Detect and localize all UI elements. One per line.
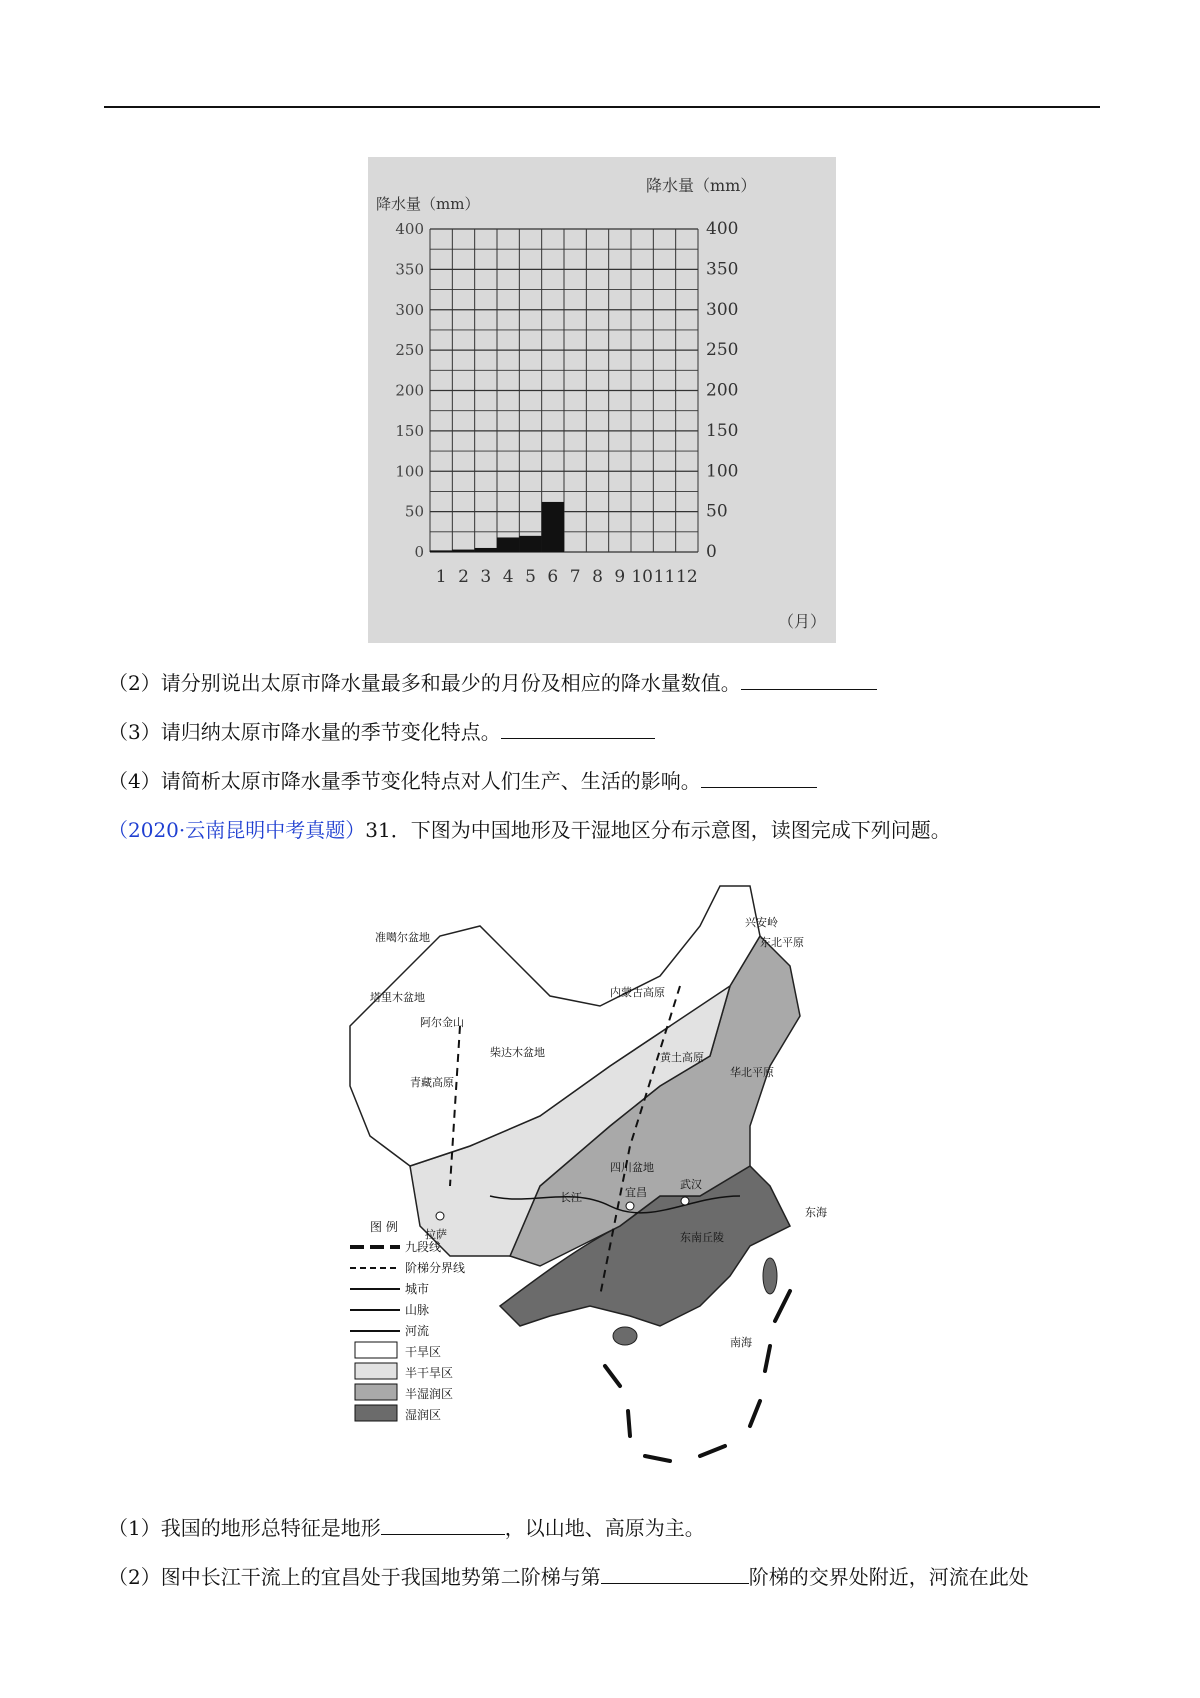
legend-title: 图 例: [370, 1220, 398, 1234]
precipitation-bar: [519, 536, 541, 552]
x-tick-month: 3: [480, 567, 492, 587]
y-tick-right: 300: [706, 299, 739, 320]
legend-label: 半干旱区: [405, 1366, 454, 1380]
precipitation-chart: [368, 157, 836, 643]
map-place-label: 东海: [805, 1206, 827, 1219]
right-axis-label: 降水量（mm）: [646, 176, 757, 195]
legend-label: 九段线: [405, 1240, 442, 1254]
left-axis-label: 降水量（mm）: [376, 195, 480, 213]
y-tick-right: 50: [706, 501, 728, 522]
x-tick-month: 12: [676, 567, 698, 587]
y-tick-right: 350: [706, 259, 739, 280]
hainan-island: [613, 1327, 637, 1345]
city-marker: [626, 1202, 634, 1210]
legend-swatch: [355, 1384, 397, 1400]
map-place-label: 四川盆地: [610, 1161, 654, 1174]
map-place-label: 拉萨: [425, 1228, 447, 1241]
x-tick-month: 7: [569, 567, 581, 587]
china-map-svg: [330, 866, 900, 1466]
legend-swatch: [355, 1405, 397, 1421]
y-tick-right: 0: [706, 542, 717, 562]
answer-blank[interactable]: [501, 718, 655, 739]
y-tick-left: 400: [395, 220, 424, 238]
legend-label: 城市: [405, 1282, 430, 1296]
precipitation-bar: [430, 550, 452, 552]
answer-blank[interactable]: [381, 1514, 505, 1535]
x-tick-month: 2: [458, 567, 469, 587]
question-text-after: ，以山地、高原为主。: [504, 1516, 705, 1540]
legend-label: 半湿润区: [405, 1387, 454, 1401]
map-place-label: 青藏高原: [410, 1076, 454, 1089]
legend-label: 湿润区: [405, 1408, 442, 1422]
y-tick-left: 150: [395, 421, 424, 440]
x-axis-unit: （月）: [778, 612, 827, 631]
y-tick-left: 250: [395, 341, 424, 360]
y-tick-left: 300: [395, 300, 424, 319]
y-tick-right: 400: [706, 219, 739, 239]
question-1-block2: [108, 1514, 705, 1542]
map-place-label: 黄土高原: [660, 1051, 704, 1064]
question-31-heading: [108, 816, 951, 844]
city-marker: [436, 1212, 444, 1220]
precipitation-bar: [452, 550, 474, 552]
question-source: （2020·云南昆明中考真题）: [108, 818, 366, 842]
question-text: （2）请分别说出太原市降水量最多和最少的月份及相应的降水量数值。: [108, 671, 741, 695]
x-tick-month: 8: [592, 567, 603, 587]
map-place-label: 塔里木盆地: [370, 991, 425, 1004]
question-text: （2）图中长江干流上的宜昌处于我国地势第二阶梯与第: [108, 1565, 601, 1589]
question-2-block1: [108, 669, 877, 697]
y-tick-left: 200: [395, 381, 424, 400]
legend-label: 干旱区: [405, 1345, 442, 1359]
question-text-after: 阶梯的交界处附近，河流在此处: [748, 1565, 1029, 1589]
map-place-label: 柴达木盆地: [490, 1046, 545, 1059]
x-tick-month: 10: [631, 567, 653, 587]
y-tick-right: 100: [706, 461, 739, 482]
map-place-label: 长江: [560, 1191, 582, 1204]
map-place-label: 东北平原: [760, 936, 804, 949]
map-place-label: 准噶尔盆地: [375, 931, 430, 944]
taiwan-island: [763, 1258, 777, 1294]
x-tick-month: 9: [614, 567, 626, 587]
map-place-label: 东南丘陵: [680, 1231, 724, 1244]
y-tick-right: 200: [706, 380, 739, 401]
y-tick-right: 150: [706, 420, 739, 441]
legend-label: 阶梯分界线: [405, 1261, 466, 1275]
question-3-block1: [108, 718, 655, 746]
precipitation-bar: [475, 548, 497, 552]
map-place-label: 华北平原: [730, 1066, 774, 1079]
x-tick-month: 4: [502, 567, 514, 587]
header-rule: [104, 106, 1100, 108]
legend-swatch: [355, 1363, 397, 1379]
y-tick-left: 0: [414, 543, 424, 561]
answer-blank[interactable]: [741, 669, 877, 690]
y-tick-left: 50: [404, 502, 424, 521]
y-tick-left: 350: [395, 260, 424, 279]
china-terrain-map: [330, 866, 900, 1466]
answer-blank[interactable]: [701, 767, 817, 788]
x-tick-month: 11: [653, 567, 676, 587]
question-text: （3）请归纳太原市降水量的季节变化特点。: [108, 720, 501, 744]
question-text: 31．下图为中国地形及干湿地区分布示意图，读图完成下列问题。: [365, 818, 951, 842]
map-place-label: 阿尔金山: [420, 1016, 464, 1029]
answer-blank[interactable]: [601, 1563, 749, 1584]
y-tick-left: 100: [395, 462, 424, 481]
map-place-label: 武汉: [680, 1178, 702, 1191]
x-tick-month: 6: [547, 567, 559, 587]
map-place-label: 宜昌: [625, 1186, 647, 1199]
legend-label: 山脉: [405, 1303, 430, 1317]
question-text: （1）我国的地形总特征是地形: [108, 1516, 381, 1540]
question-text: （4）请简析太原市降水量季节变化特点对人们生产、生活的影响。: [108, 769, 701, 793]
precipitation-bar: [497, 537, 519, 552]
y-tick-right: 250: [706, 340, 739, 361]
map-place-label: 兴安岭: [745, 916, 778, 929]
legend-label: 河流: [405, 1324, 430, 1338]
x-tick-month: 1: [435, 567, 447, 587]
question-2-block2: [108, 1563, 1029, 1591]
x-tick-month: 5: [525, 567, 536, 587]
map-place-label: 南海: [730, 1336, 752, 1349]
map-place-label: 内蒙古高原: [610, 986, 665, 999]
precipitation-bar: [542, 502, 564, 552]
city-marker: [681, 1197, 689, 1205]
precipitation-chart-svg: [368, 157, 836, 643]
question-4-block1: [108, 767, 817, 795]
legend-swatch: [355, 1342, 397, 1358]
